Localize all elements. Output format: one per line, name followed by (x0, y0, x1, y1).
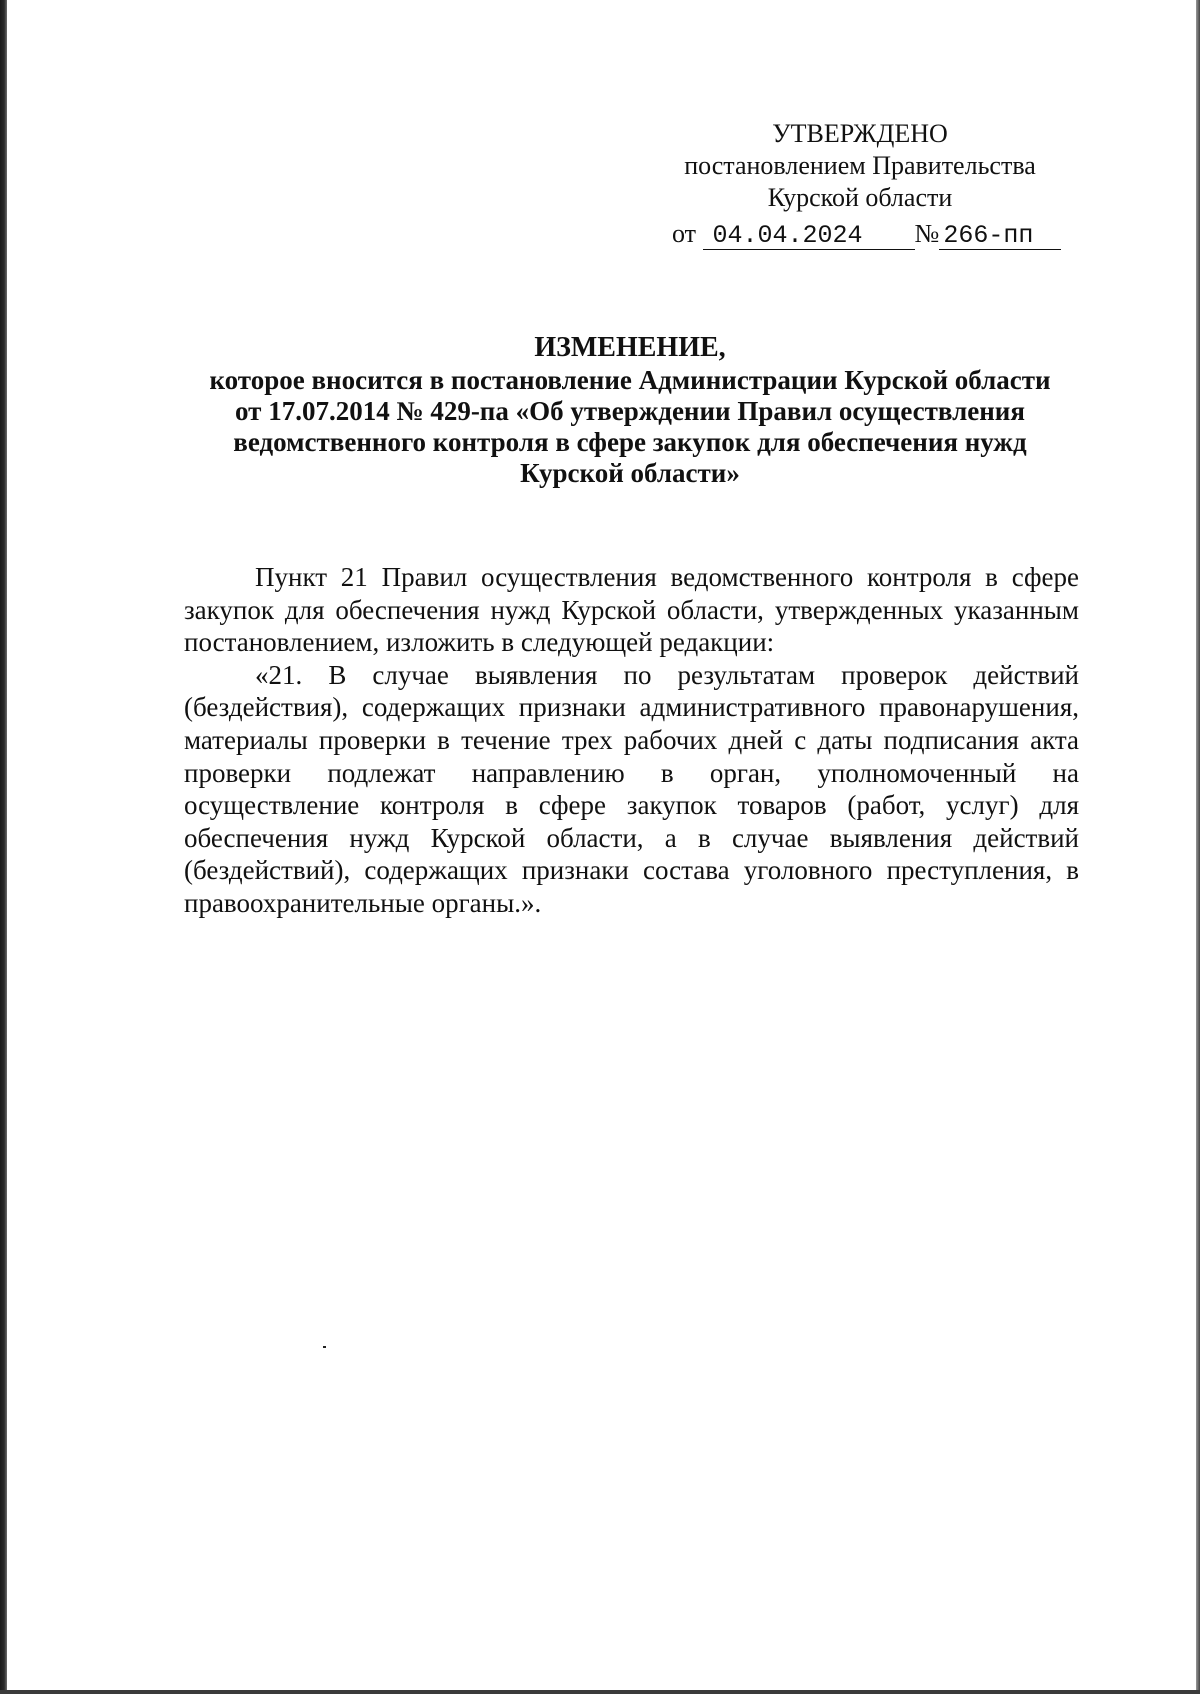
approval-date-row (672, 218, 1092, 250)
approval-number: 266-пп (939, 223, 1061, 250)
scan-edge-right (1196, 0, 1200, 1694)
body-paragraph-1: Пункт 21 Правил осуществления ведомственного контроля в сфере закупок для обеспечения нужд Курской области, утвержденных указанным постановлением, изложить в следующей редакции: (184, 562, 1079, 658)
from-label: от (672, 219, 697, 248)
document-title (180, 332, 1080, 489)
title-line-3: ведомственного контроля в сфере закупок для обеспечения нужд (233, 427, 1027, 457)
title-line-4: Курской области» (520, 458, 740, 488)
approval-heading: УТВЕРЖДЕНО (772, 119, 948, 148)
title-line-2: от 17.07.2014 № 429-па «Об утверждении Правил осуществления (235, 396, 1025, 426)
scan-edge-bottom (0, 1690, 1200, 1694)
approval-authority: постановлением Правительства (684, 151, 1036, 180)
scan-speck (323, 1346, 326, 1348)
title-main: ИЗМЕНЕНИЕ, (534, 332, 726, 363)
scan-edge-left (0, 0, 7, 1694)
approval-region: Курской области (767, 183, 953, 212)
document-body (184, 561, 1079, 920)
approval-stamp (650, 118, 1070, 214)
title-line-1: которое вносится в постановление Администрации Курской области (209, 365, 1051, 395)
number-label: № (914, 219, 940, 248)
approval-date: 04.04.2024 (703, 223, 915, 250)
body-paragraph-2: «21. В случае выявления по результатам проверок действий (бездействия), содержащих признаки административного правонарушения, материалы проверки в течение трех рабочих дней с даты подписания акта проверки подлежат направлению в орган, уполномоченный на осуществление контроля в сфере закупок товаров (работ, услуг) для обеспечения нужд Курской области, а в случае выявления действий (бездействий), содержащих признаки состава уголовного преступления, в правоохранительные органы.». (184, 659, 1079, 918)
